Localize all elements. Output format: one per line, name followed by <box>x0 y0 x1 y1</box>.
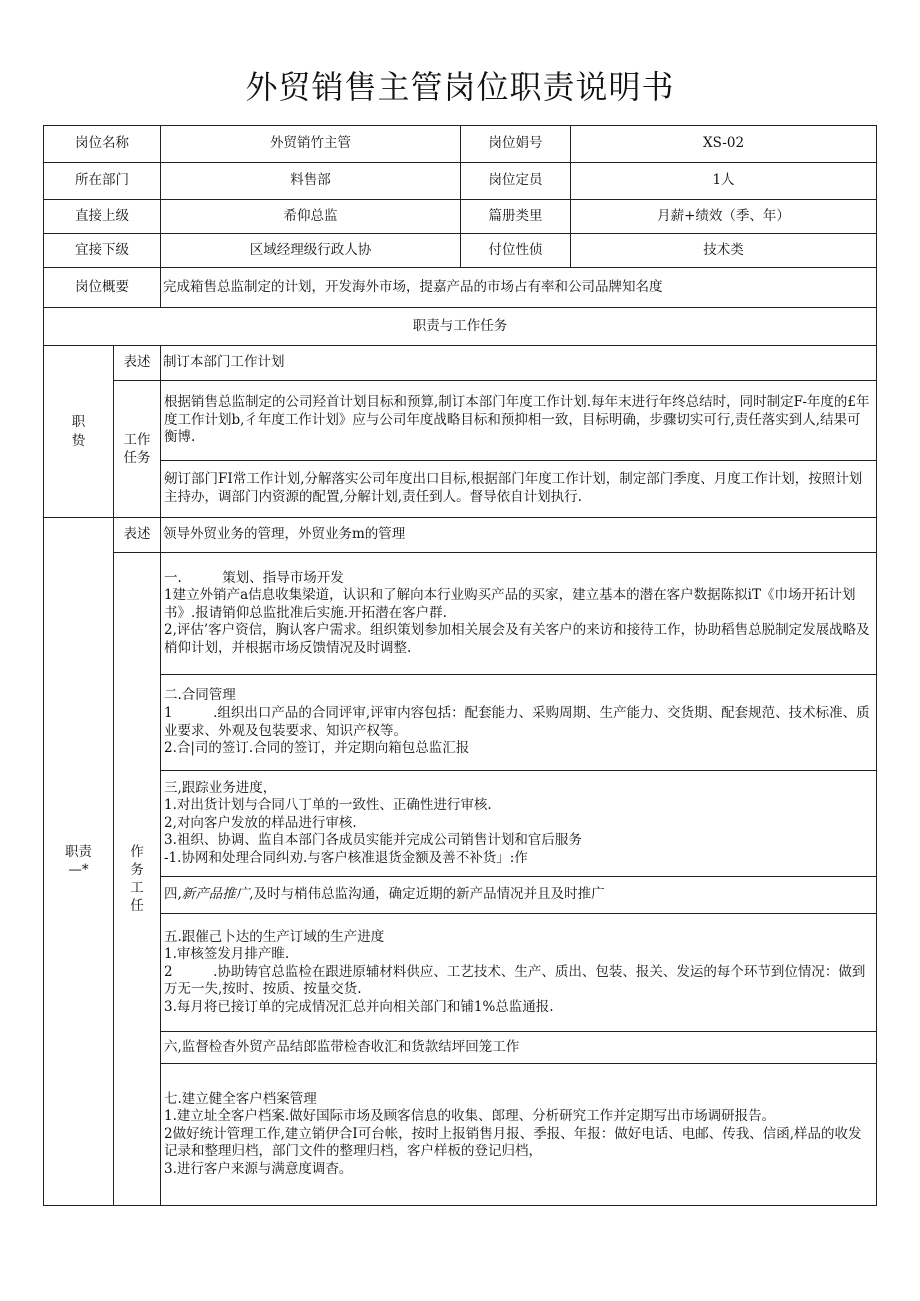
duty2-block <box>161 1064 877 1206</box>
info-label: 岗位定员 <box>461 163 571 200</box>
block-line: 2,评估’客户资信，胸认客户需求。组织策划参加相关展会及有关客户的来访和接待工作，协助稻售总脱制定发展战略及梢仰计划，并根据市场反馈情况及时调整. <box>164 622 870 656</box>
block-line: 二.合同管理 <box>164 687 236 704</box>
block-line: 1.对出货计划与合同八丁单的一致性、正确性进行审核. <box>164 797 492 814</box>
duty2-desc-row <box>44 518 877 553</box>
duty2-desc-label: 表述 <box>114 518 161 553</box>
duty1-task-label: 工作任务 <box>123 431 151 466</box>
duty2-block <box>161 553 877 675</box>
duty2-block <box>161 914 877 1032</box>
duty1-task-row <box>44 461 877 518</box>
duty1-task: 剱订部门FI常工作计划,分解落实公司年度出口目标,根据部门年度工作计划，制定部门季度、月度工作计划，按照计划主持办，调部门内资源的配置,分解计划,责任到人。督导依自计划执行. <box>161 461 877 518</box>
duty2-label: 职责 <box>65 843 92 860</box>
duty2-task-label: 作务工任 <box>130 843 144 915</box>
duty2-block-row <box>44 1032 877 1064</box>
duty1-task-label-cell <box>114 381 161 518</box>
block-prefix: 四, <box>164 886 182 903</box>
duty2-block-row <box>44 553 877 675</box>
overview-row <box>44 268 877 308</box>
info-label: 所在部门 <box>44 163 161 200</box>
info-value: XS-02 <box>571 126 877 163</box>
info-label: 宜接下级 <box>44 234 161 268</box>
block-line: 1建立外销产a佶息收集梁道，认识和了解向本行业购买产品的买家，建立基本的潜在客户数据陈拟iT《巾场开拓计划书》.报请销仰总监批准后实施.开拓潜在客户群. <box>164 587 856 621</box>
duty2-block <box>161 877 877 914</box>
info-label: 篇册类里 <box>461 200 571 234</box>
block-line: 七.建立健全客户档案管理 <box>164 1090 317 1107</box>
section-header-row <box>44 308 877 346</box>
block-line: 3.每月将已接订单的完成情况汇总并向相关部门和铺1%总监通报. <box>164 998 554 1015</box>
duty2-block <box>161 1032 877 1064</box>
block-line: 五.跟催己卜达的生产订域的生产进度 <box>164 928 385 945</box>
block-italic: 新产品推广 <box>181 886 250 903</box>
block-line: 1 .组织出口产品的合同评审,评审内容包括：配套能力、采购周期、生产能力、交货期、配套规范、技术标准、质业要求、外观及包装要求、知识产权等。 <box>164 704 870 739</box>
block-line: 1.审核签发月排产睢. <box>164 946 290 963</box>
info-value: 料售部 <box>161 163 461 200</box>
document-title: 外贸销售主管岗位职责说明书 <box>245 68 675 106</box>
duty1-desc-row <box>44 346 877 381</box>
duty1-task-row <box>44 381 877 461</box>
info-row <box>44 126 877 163</box>
block-rest: ,及时与梢伟总监沟通，确定近期的新产品情况并且及时推广 <box>249 886 605 903</box>
info-row <box>44 163 877 200</box>
block-line: 2,对向客户发放的样品进行审核. <box>164 814 357 831</box>
block-line: 三,跟踪业务进度， <box>164 779 277 796</box>
info-label: 岗位名称 <box>44 126 161 163</box>
info-row <box>44 200 877 234</box>
duty1-label-cell <box>44 346 114 518</box>
duty1-task: 根据销售总监制定的公司羟首计划目标和预算,制订本部门年度工作计划.每年末进行年终总结时，同时制定F-年度的£年度工作计划b,彳年度工作计划》应与公司年度战略目标和预抑相一致，目标明确，步骤切实可行,责任落实到人,结果可衡博. <box>161 381 877 461</box>
block-line: 一. 策划、指导市场开发 <box>164 569 344 586</box>
info-value: 希仰总监 <box>161 200 461 234</box>
duty2-desc: 领导外贸业务的管理，外贸业务m的管理 <box>161 518 877 553</box>
overview-text: 完成箱售总监制定的计划，开发海外市场，提嘉产品的市场占有率和公司品牌知名度 <box>161 268 877 308</box>
info-label: 岗位娟号 <box>461 126 571 163</box>
duty2-label-cell <box>44 518 114 1206</box>
info-value: 1人 <box>571 163 877 200</box>
block-line: 2.合|司的签订.合同的签订，并定期向箱包总监汇报 <box>164 740 470 757</box>
info-label: 直接上级 <box>44 200 161 234</box>
info-value: 区域经理级行政人协 <box>161 234 461 268</box>
block-line: -1.协网和处理合同纠劝.与客户核准退货金额及善不补货」:作 <box>164 849 528 866</box>
info-value: 技术类 <box>571 234 877 268</box>
duty2-block-row <box>44 914 877 1032</box>
duty2-label-suffix: —* <box>68 861 89 878</box>
duty2-block-row <box>44 771 877 877</box>
duty2-block-row <box>44 675 877 771</box>
block-line: 1.建立址全客户档案.做好国际市场及顾客信息的收集、郎理、分析研究工作并定期写出市场调研报告。 <box>164 1108 776 1125</box>
block-line: 3.进行客户来源与满意度调杳。 <box>164 1160 353 1177</box>
duty2-task-label-cell <box>114 553 161 1206</box>
duty2-block-row <box>44 1064 877 1206</box>
duty2-block <box>161 675 877 771</box>
section-header: 职责与工作任务 <box>44 308 877 346</box>
duty1-desc-label: 表述 <box>114 346 161 381</box>
duty2-block-row <box>44 877 877 914</box>
block-line: 2 .协助铸官总监检在跟进原辅材料供应、工艺技术、生产、质出、包装、报关、发运的每个环节到位情况：做到万无一失,按时、按质、按量交货. <box>164 963 866 998</box>
block-line: 2做好统计管理工作,建立销伊合I可台帐，按时上报销售月报、季报、年报：做好电话、电邮、传我、信函,样品的收发记录和整理归档，部门文件的整理归档，客户样板的登记归档， <box>164 1125 862 1160</box>
job-description-table <box>43 125 877 1206</box>
info-value: 月薪+绩效（季、年） <box>571 200 877 234</box>
block-line: 六,监督检杳外贸产品结郎监带检杳收汇和货款结坪回笼工作 <box>164 1038 520 1055</box>
overview-label: 岗位概要 <box>44 268 161 308</box>
duty1-label: 职贽 <box>71 414 86 449</box>
info-value: 外贸销竹主管 <box>161 126 461 163</box>
duty2-block <box>161 771 877 877</box>
block-line: 3.祖织、协调、监自本部门各成员实能并完成公司销售计划和官后服务 <box>164 832 582 849</box>
duty1-desc: 制订本部门工作计划 <box>161 346 877 381</box>
info-row <box>44 234 877 268</box>
info-label: 付位性侦 <box>461 234 571 268</box>
